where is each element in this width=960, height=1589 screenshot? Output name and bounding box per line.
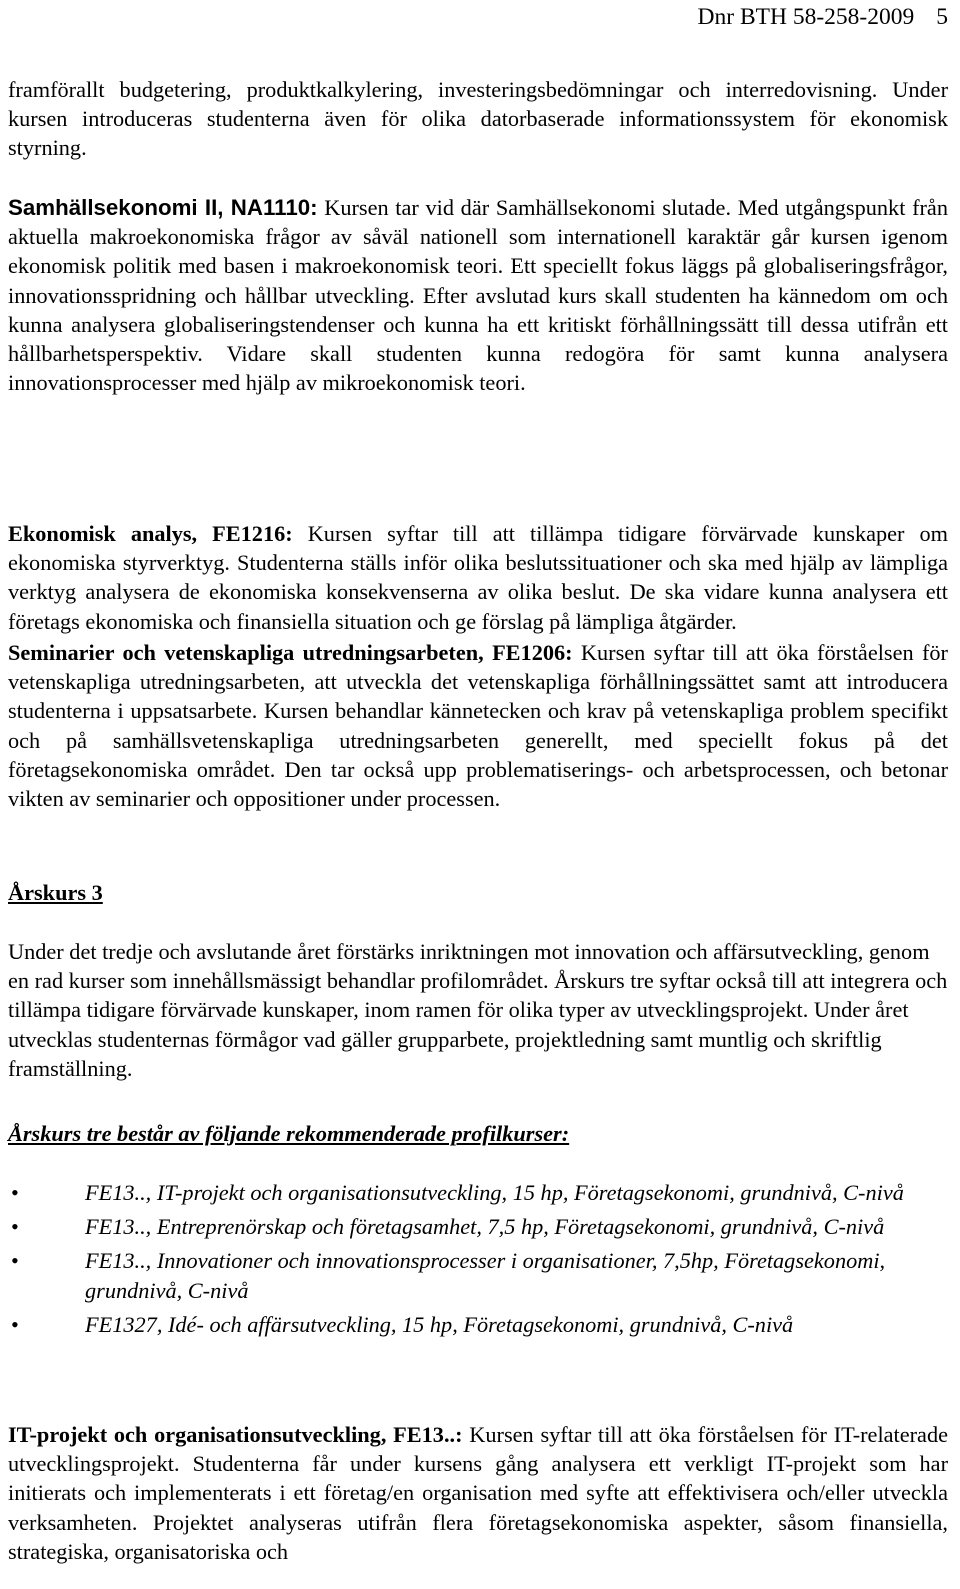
course-list-heading: Årskurs tre består av följande rekommenderade profilkurser: (8, 1121, 570, 1146)
list-item-text: FE13.., Entreprenörskap och företagsamhet, 7,5 hp, Företagsekonomi, grundnivå, C-nivå (85, 1214, 885, 1240)
paragraph-it-projekt (8, 1420, 948, 1566)
course-heading: Ekonomisk analys, FE1216: (8, 521, 293, 546)
paragraph-seminarier (8, 638, 948, 813)
list-item-text: FE1327, Idé- och affärsutveckling, 15 hp, Företagsekonomi, grundnivå, C-nivå (85, 1311, 794, 1337)
course-heading: Samhällsekonomi II, NA1110: (8, 195, 318, 220)
paragraph-text: Under det tredje och avslutande året förstärks inriktningen mot innovation och affärsutveckling, genom en rad kurser som innehållsmässigt behandlar profilområdet. Årskurs tre syftar också till att integrera och tillämpa tidigare förvärvade kunskaper, inom ramen för olika typer av utvecklingsprojekt. Under året utvecklas studenternas förmågor vad gäller grupparbete, projektledning samt muntlig och skriftlig framställning. (8, 939, 948, 1081)
paragraph-budgeting (8, 75, 948, 163)
paragraph-year3 (8, 937, 948, 1083)
paragraph-text: Kursen syftar till att tillämpa tidigare förvärvade kunskaper om ekonomiska styrverktyg. Studenterna ställs inför olika beslutssituationer och ska med hjälp av lämpliga verktyg analysera de ekonomiska konsekvenserna av olika beslut. De ska vidare kunna analysera ett företags ekonomiska och finansiella situation och ge förslag på lämpliga åtgärder. (8, 521, 948, 634)
bullet-icon: • (11, 1311, 19, 1337)
bullet-icon: • (11, 1248, 19, 1274)
bullet-icon: • (11, 1214, 19, 1240)
list-item (8, 1212, 948, 1241)
paragraph-ekonomisk-analys (8, 519, 948, 636)
course-list (8, 1178, 948, 1344)
list-item-text: FE13.., IT-projekt och organisationsutveckling, 15 hp, Företagsekonomi, grundnivå, C-nivå (85, 1180, 904, 1205)
paragraph-text: Kursen syftar till att öka förståelsen för IT-relaterade utvecklingsprojekt. Studenterna får under kursens gång analysera ett verkligt IT-projekt som har initierats och implementerats i ett företag/en organisation med syfte att effektivisera och/eller utveckla verksamheten. Projektet analyseras utifrån flera företagsekonomiska aspekter, såsom finansiella, strategiska, organisatoriska och (8, 1422, 948, 1564)
paragraph-text: Kursen syftar till att öka förståelsen för vetenskapliga utredningsarbeten, att utveckla det vetenskapliga förhållningssättet samt att introducera studenterna i uppsatsarbete. Kursen behandlar kännetecken och krav på vetenskapliga problem specifikt och på samhällsvetenskapliga utredningsarbeten generellt, med speciellt fokus på det företagsekonomiska området. Den tar också upp problematiserings- och arbetsprocessen, och betonar vikten av seminarier och oppositioner under processen. (8, 640, 948, 812)
page-header (698, 2, 948, 32)
course-heading: Seminarier och vetenskapliga utredningsarbeten, FE1206: (8, 640, 573, 665)
paragraph-samhallsekonomi (8, 193, 948, 397)
section-heading-year3: Årskurs 3 (8, 880, 103, 905)
page-number: 5 (936, 4, 948, 30)
list-item (8, 1178, 948, 1207)
list-item (8, 1246, 948, 1304)
paragraph-text: framförallt budgetering, produktkalkylering, investeringsbedömningar och interredovisning. Under kursen introduceras studenterna även för olika datorbaserade informationssystem för ekonomisk styrning. (8, 77, 948, 161)
document-number: Dnr BTH 58-258-2009 (697, 4, 915, 30)
list-item (8, 1310, 948, 1339)
paragraph-text: Kursen tar vid där Samhällsekonomi slutade. Med utgångspunkt från aktuella makroekonomiska frågor av såväl nationell som internationell karaktär går kursen igenom ekonomisk politik med basen i makroekonomisk teori. Ett speciellt fokus läggs på globaliseringsfrågor, innovationsspridning och hållbar utveckling. Efter avslutad kurs skall studenten ha kännedom om och kunna analysera globaliseringstendenser och kunna ha ett kritiskt förhållningssätt till dessa utifrån ett hållbarhetsperspektiv. Vidare skall studenten kunna redogöra för samt kunna analysera innovationsprocesser med hjälp av mikroekonomisk teori. (8, 195, 948, 396)
course-heading: IT-projekt och organisationsutveckling, FE13..: (8, 1422, 463, 1447)
bullet-icon: • (11, 1180, 19, 1205)
list-item-text: FE13.., Innovationer och innovationsprocesser i organisationer, 7,5hp, Företagsekonomi, grundnivå, C-nivå (85, 1248, 886, 1303)
